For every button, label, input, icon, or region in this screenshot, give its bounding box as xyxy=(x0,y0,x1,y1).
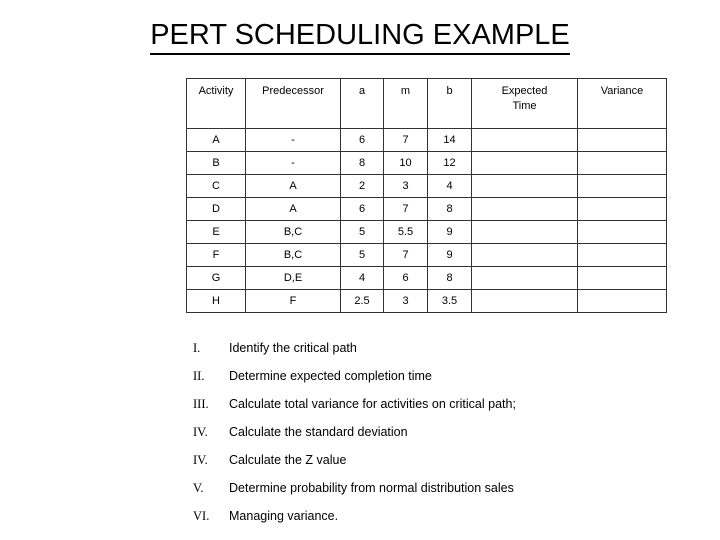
cell-variance xyxy=(578,129,667,152)
list-item-marker: IV. xyxy=(193,453,208,467)
list-item-text: Determine probability from normal distribution sales xyxy=(229,481,514,495)
list-item-text: Determine expected completion time xyxy=(229,369,432,383)
cell-variance xyxy=(578,290,667,313)
cell-a: 6 xyxy=(341,198,384,221)
table-row xyxy=(187,175,667,198)
cell-variance xyxy=(578,152,667,175)
cell-predecessor: A xyxy=(246,175,341,198)
table-row xyxy=(187,152,667,175)
cell-expected_time xyxy=(472,267,578,290)
cell-activity: H xyxy=(187,290,246,313)
table-row xyxy=(187,129,667,152)
cell-m: 3 xyxy=(384,175,428,198)
list-item-text: Calculate the Z value xyxy=(229,453,347,467)
cell-b: 3.5 xyxy=(428,290,472,313)
column-header-variance: Variance xyxy=(578,79,667,129)
list-item-text: Identify the critical path xyxy=(229,341,357,355)
cell-predecessor: B,C xyxy=(246,221,341,244)
list-item-marker: V. xyxy=(193,481,204,495)
cell-m: 7 xyxy=(384,244,428,267)
cell-a: 6 xyxy=(341,129,384,152)
list-item xyxy=(193,502,673,530)
cell-activity: C xyxy=(187,175,246,198)
cell-predecessor: A xyxy=(246,198,341,221)
list-item xyxy=(193,334,673,362)
cell-a: 8 xyxy=(341,152,384,175)
list-item xyxy=(193,474,673,502)
cell-activity: E xyxy=(187,221,246,244)
list-item xyxy=(193,390,673,418)
list-item xyxy=(193,418,673,446)
cell-variance xyxy=(578,244,667,267)
column-header-b: b xyxy=(428,79,472,129)
cell-predecessor: B,C xyxy=(246,244,341,267)
list-item-marker: II. xyxy=(193,369,205,383)
cell-expected_time xyxy=(472,290,578,313)
cell-m: 3 xyxy=(384,290,428,313)
table-row xyxy=(187,267,667,290)
cell-activity: D xyxy=(187,198,246,221)
page-title xyxy=(0,18,720,55)
cell-b: 9 xyxy=(428,221,472,244)
cell-a: 2.5 xyxy=(341,290,384,313)
cell-b: 8 xyxy=(428,267,472,290)
cell-b: 9 xyxy=(428,244,472,267)
cell-m: 10 xyxy=(384,152,428,175)
cell-a: 5 xyxy=(341,221,384,244)
column-header-m: m xyxy=(384,79,428,129)
list-item-text: Calculate total variance for activities on critical path; xyxy=(229,397,516,411)
table-header-row xyxy=(187,79,667,129)
cell-activity: A xyxy=(187,129,246,152)
cell-expected_time xyxy=(472,244,578,267)
cell-a: 5 xyxy=(341,244,384,267)
column-header-predecessor: Predecessor xyxy=(246,79,341,129)
column-header-expected-time-line1: Expected xyxy=(501,85,548,97)
cell-variance xyxy=(578,267,667,290)
cell-activity: B xyxy=(187,152,246,175)
column-header-expected-time xyxy=(472,79,578,129)
table-row xyxy=(187,221,667,244)
table-body xyxy=(187,129,667,313)
cell-a: 4 xyxy=(341,267,384,290)
cell-variance xyxy=(578,198,667,221)
list-item-marker: IV. xyxy=(193,425,208,439)
cell-predecessor: - xyxy=(246,129,341,152)
list-item-marker: VI. xyxy=(193,509,210,523)
cell-m: 6 xyxy=(384,267,428,290)
cell-predecessor: F xyxy=(246,290,341,313)
cell-b: 12 xyxy=(428,152,472,175)
task-list xyxy=(193,334,673,530)
list-item-text: Managing variance. xyxy=(229,509,339,523)
pert-activity-table xyxy=(186,78,667,313)
cell-b: 8 xyxy=(428,198,472,221)
cell-expected_time xyxy=(472,198,578,221)
cell-expected_time xyxy=(472,221,578,244)
cell-predecessor: - xyxy=(246,152,341,175)
cell-b: 4 xyxy=(428,175,472,198)
cell-expected_time xyxy=(472,152,578,175)
cell-m: 7 xyxy=(384,129,428,152)
column-header-a: a xyxy=(341,79,384,129)
page-title-text: PERT SCHEDULING EXAMPLE xyxy=(150,18,570,55)
cell-b: 14 xyxy=(428,129,472,152)
list-item-marker: I. xyxy=(193,341,201,355)
cell-predecessor: D,E xyxy=(246,267,341,290)
column-header-activity: Activity xyxy=(187,79,246,129)
list-item xyxy=(193,362,673,390)
cell-variance xyxy=(578,175,667,198)
column-header-expected-time-line2: Time xyxy=(512,100,537,112)
table-row xyxy=(187,198,667,221)
list-item xyxy=(193,446,673,474)
list-item-marker: III. xyxy=(193,397,209,411)
cell-activity: F xyxy=(187,244,246,267)
cell-m: 5.5 xyxy=(384,221,428,244)
table-row xyxy=(187,244,667,267)
table-row xyxy=(187,290,667,313)
cell-activity: G xyxy=(187,267,246,290)
cell-expected_time xyxy=(472,175,578,198)
cell-m: 7 xyxy=(384,198,428,221)
table-header xyxy=(187,79,667,129)
list-item-text: Calculate the standard deviation xyxy=(229,425,408,439)
cell-variance xyxy=(578,221,667,244)
cell-expected_time xyxy=(472,129,578,152)
cell-a: 2 xyxy=(341,175,384,198)
